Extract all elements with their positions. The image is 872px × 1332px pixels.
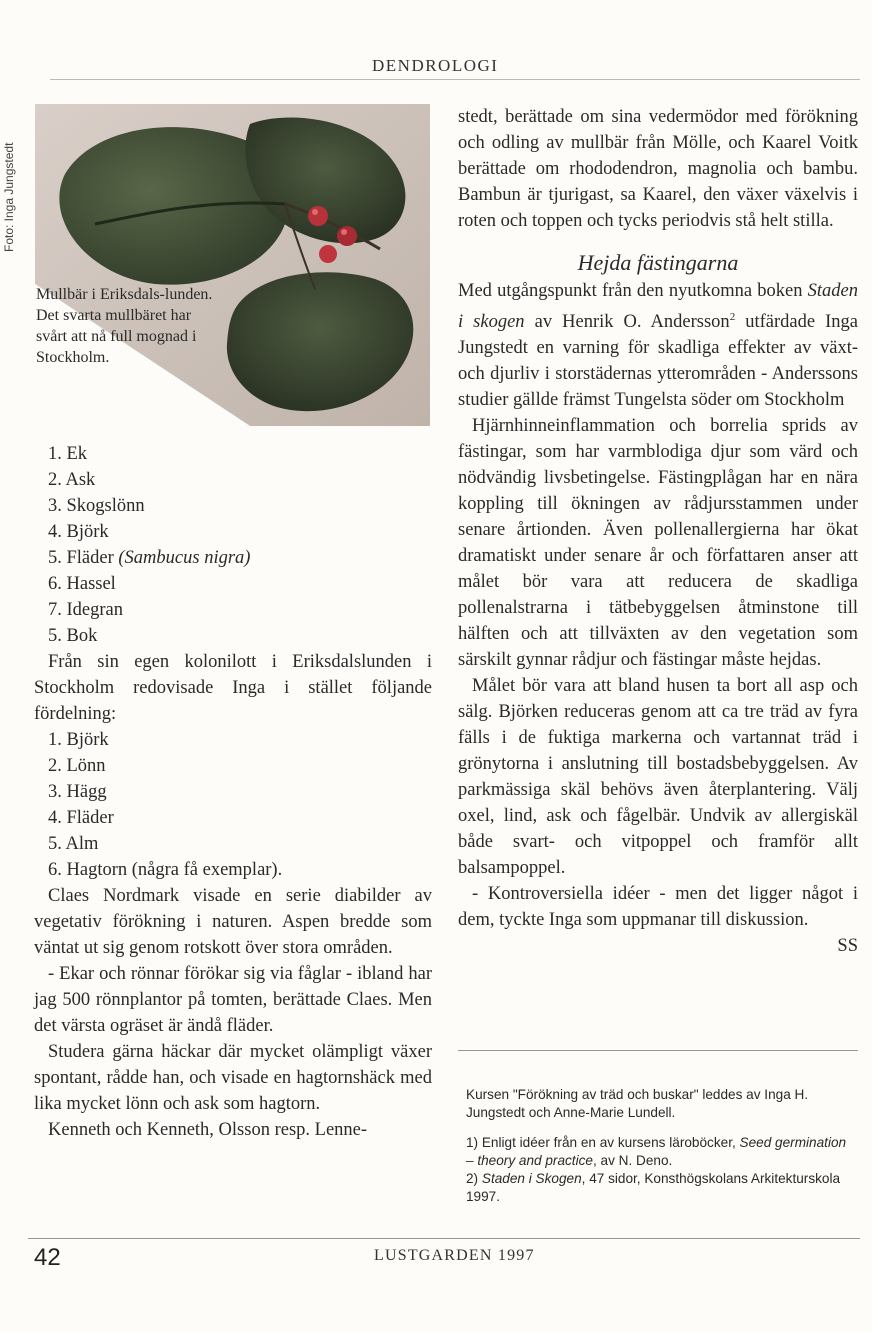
course-note: Kursen "Förökning av träd och buskar" leddes av Inga H. Jungstedt och Anne-Marie Lundell.: [466, 1087, 809, 1120]
text-run: , av N. Deno.: [592, 1153, 673, 1168]
list-item: 1. Ek: [48, 444, 88, 464]
notes-rule: [458, 1050, 858, 1051]
list-item: 6. Hassel: [48, 574, 116, 594]
section-title: DENDROLOGI: [372, 56, 499, 75]
paragraph: - Kontroversiella idéer - men det ligger något i dem, tyckte Inga som uppmanar till diskussion.: [458, 884, 858, 931]
list-item: 4. Fläder: [48, 808, 114, 828]
left-column: [34, 441, 432, 1143]
text-run: , 47 sidor, Konsthögskolans Arkitekturskola 1997.: [466, 1171, 841, 1204]
list-item: 5. Alm: [48, 834, 99, 854]
paragraph: Claes Nordmark visade en serie diabilder av vegetativ förökning i naturen. Aspen bredde som väntat ut sig genom rotskott över stora områden.: [34, 886, 432, 958]
list-item: [48, 545, 432, 571]
footnote-2: [466, 1170, 856, 1206]
signature-row: [458, 933, 858, 959]
list-item-text: 5. Fläder: [48, 548, 114, 568]
notes-box: [466, 1086, 856, 1206]
book-title: Staden i skogen: [458, 281, 858, 333]
book-title: Seed germination – theory and practice: [466, 1135, 847, 1168]
paragraph: Från sin egen kolonilott i Eriksdalslunden i Stockholm redovisade Inga i stället följande fördelning:: [34, 652, 432, 724]
header-rule: [50, 79, 860, 80]
photo-caption: Mullbär i Eriksdals-lunden. Det svarta mullbäret har svårt att nå full mognad i Stockholm.: [36, 286, 213, 366]
text-run: 1) Enligt idéer från en av kursens läroböcker,: [466, 1135, 740, 1150]
paragraph: [458, 278, 858, 413]
page-number: 42: [34, 1244, 61, 1271]
paragraph: Studera gärna häckar där mycket olämpligt växer spontant, rådde han, och visade en hagtornshäck med lika mycket lönn och ask som hagtorn.: [34, 1042, 432, 1114]
footnote-ref: 2: [729, 311, 736, 323]
tree-list-2: [34, 727, 432, 883]
book-title: Staden i Skogen: [481, 1171, 582, 1186]
right-column: [458, 104, 858, 959]
paragraph: Hjärnhinneinflammation och borrelia sprids av fästingar, som har varmblodiga djur som värd och nödvändig livsbetingelse. Fästingplågan har en nära koppling till ökningen av rådjursstammen under senare årtionden. Även pollenallergierna har ökat dramatiskt under senare år och författaren anser att målet bör vara att reducera de skadliga pollenalstrarna i tätbebyggelsen åtminstone till hälften och att tillväxten av den vegetation som särskilt gynnar rådjur och fästingar måste hejdas.: [458, 416, 858, 671]
list-item: 3. Skogslönn: [48, 496, 145, 516]
paragraph: stedt, berättade om sina vedermödor med förökning och odling av mullbär från Mölle, och Kaarel Voitk berättade om rhododendron, magnolia och bambu. Bambun är tjurigast, sa Kaarel, den växer växelvis i roten och toppen och tycks periodvis stå helt stilla.: [458, 107, 858, 231]
list-item: 7. Idegran: [48, 600, 123, 620]
latin-name: (Sambucus nigra): [118, 548, 251, 568]
list-item: 5. Bok: [48, 626, 98, 646]
list-item: 3. Hägg: [48, 782, 107, 802]
mulberry-photo: [35, 104, 430, 426]
paragraph: Kenneth och Kenneth, Olsson resp. Lenne-: [48, 1120, 368, 1140]
author-signature: SS: [837, 936, 858, 957]
list-item: 4. Björk: [48, 522, 109, 542]
footer-rule: [28, 1238, 860, 1239]
text-run: Med utgångspunkt från den nyutkomna boken: [458, 281, 808, 301]
photo-credit: Foto: Inga Jungstedt: [2, 142, 16, 252]
tree-list-1: [34, 441, 432, 649]
list-item: 1. Björk: [48, 730, 109, 750]
text-run: 2): [466, 1171, 482, 1186]
list-item: 6. Hagtorn (några få exemplar).: [48, 860, 283, 880]
list-item: 2. Lönn: [48, 756, 106, 776]
paragraph: Målet bör vara att bland husen ta bort all asp och sälg. Björken reduceras genom att ca tre träd av fyra fälls i de fuktiga markerna och vartannat träd i grönytorna i anslutning till bostadsbebyggelsen. Av parkmässiga skäl behövs även återplantering. Välj oxel, lind, ask och fågelbär. Undvik av allergiskäl både svart- och vitpoppel och framför allt balsampoppel.: [458, 676, 858, 879]
footnote-1: [466, 1134, 856, 1170]
text-run: utfärdade Inga Jungstedt en varning för skadliga effekter av växt- och djurliv i storstädernas ytterområden - Anderssons studier gällde främst Tungelsta söder om Stockholm: [458, 312, 858, 411]
article-subheading: Hejda fästingarna: [577, 250, 739, 275]
publication-title: LUSTGARDEN 1997: [374, 1247, 535, 1264]
paragraph: - Ekar och rönnar förökar sig via fåglar - ibland har jag 500 rönnplantor på tomten, berättade Claes. Men det värsta ogräset är ändå fläder.: [34, 964, 432, 1036]
list-item: 2. Ask: [48, 470, 96, 490]
text-run: av Henrik O. Andersson: [524, 312, 730, 333]
mulberry-photo-image: [35, 104, 430, 426]
